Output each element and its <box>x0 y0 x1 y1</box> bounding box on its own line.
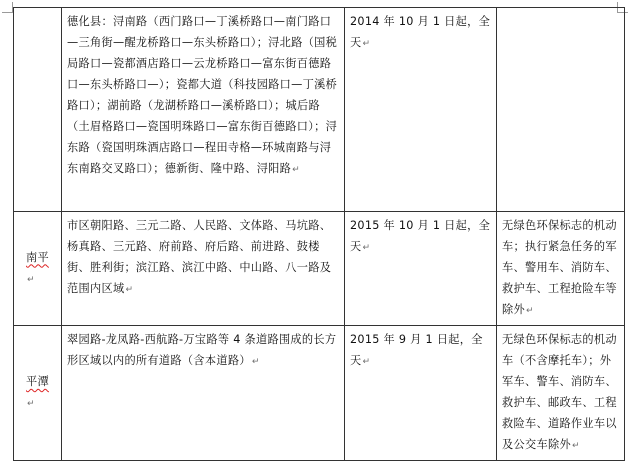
paragraph-mark-icon: ↵ <box>362 243 371 253</box>
paragraph-mark-icon: ↵ <box>362 357 371 367</box>
table-row <box>14 212 625 326</box>
time-cell: 2014 年 10 月 1 日起，全天↵ <box>345 8 497 212</box>
time-cell: 2015 年 10 月 1 日起，全天↵ <box>345 212 497 326</box>
paragraph-mark-icon: ↵ <box>27 399 35 409</box>
paragraph-mark-icon: ↵ <box>125 285 134 295</box>
vehicles-cell: 无绿色环保标志的机动车；执行紧急任务的军车、警用车、消防车、救护车、工程抢险车等除外↵ <box>497 212 625 326</box>
paragraph-mark-icon: ↵ <box>27 274 35 285</box>
region-cell: 平潭↵ <box>14 326 62 461</box>
paragraph-mark-icon: ↵ <box>362 39 371 49</box>
area-cell: 德化县：浔南路（西门路口—丁溪桥路口—南门路口—三角街—醒龙桥路口—东头桥路口）；浔北路（国税局路口—瓷都酒店路口—云龙桥路口—富东街百德路口—东头桥路口—）；瓷都大道（科技园路口—丁溪桥路口）；湖前路（龙湖桥路口—溪桥路口）；城后路（土眉格路口—瓷国明珠路口—富东街百德路口）；浔东路（瓷国明珠酒店路口—程田寺格—环城南路与浔东南路交叉路口）；德新街、隆中路、浔阳路↵ <box>62 8 345 212</box>
vehicles-cell: 无绿色环保标志的机动车（不含摩托车）；外军车、警车、消防车、救护车、邮政车、工程救险车、道路作业车以及公交车除外↵ <box>497 326 625 461</box>
paragraph-mark-icon: ↵ <box>571 441 580 451</box>
region-cell: 南平↵ <box>14 212 62 326</box>
vehicles-cell <box>497 8 625 212</box>
paragraph-mark-icon: ↵ <box>525 306 534 316</box>
margin-corner-mark-left <box>2 2 13 13</box>
area-cell: 市区朝阳路、三元二路、人民路、文体路、马坑路、杨真路、三元路、府前路、府后路、前进路、鼓楼街、胜利街；滨江路、滨江中路、中山路、八一路及范围内区域↵ <box>62 212 345 326</box>
area-cell: 翠园路-龙凤路-西航路-万宝路等 4 条道路围成的长方形区域以内的所有道路（含本道路）↵ <box>62 326 345 461</box>
time-cell: 2015 年 9 月 1 日起，全天↵ <box>345 326 497 461</box>
region-cell <box>14 8 62 212</box>
table-row <box>14 8 625 212</box>
paragraph-mark-icon: ↵ <box>251 357 260 367</box>
restriction-table <box>13 7 625 461</box>
table-row <box>14 326 625 461</box>
paragraph-mark-icon: ↵ <box>292 165 300 175</box>
